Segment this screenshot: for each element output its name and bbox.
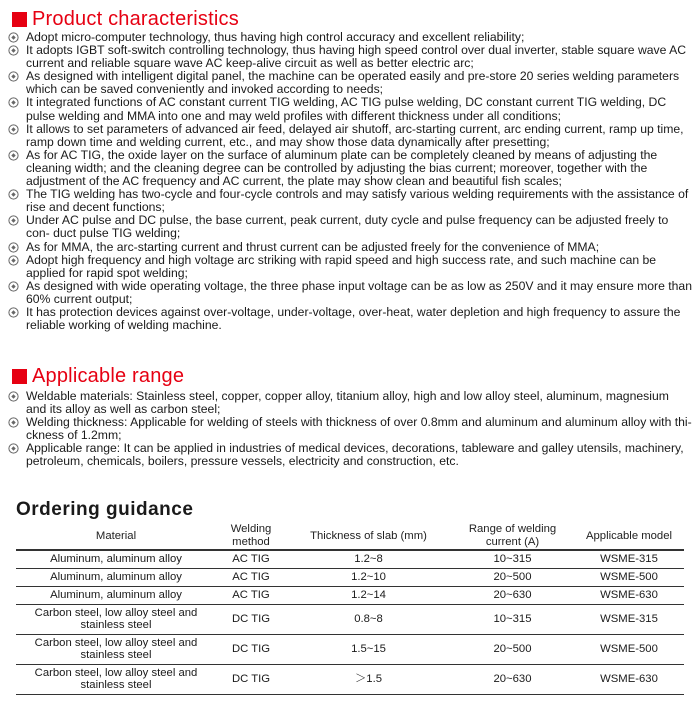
bullet-icon [8, 417, 19, 428]
bullet-icon [8, 255, 19, 266]
bullet-icon [8, 32, 19, 43]
cell-method: AC TIG [216, 568, 286, 586]
table-row [16, 604, 684, 634]
cell-thickness: 1.2~8 [286, 550, 451, 568]
section-title: Product characteristics [32, 8, 239, 30]
cell-material: Carbon steel, low alloy steel and stainless steel [16, 604, 216, 634]
bullet-icon [8, 281, 19, 292]
cell-model: WSME-500 [574, 634, 684, 664]
header-model: Applicable model [574, 523, 684, 550]
cell-model: WSME-315 [574, 604, 684, 634]
bullet-icon [8, 150, 19, 161]
list-item: As for AC TIG, the oxide layer on the surface of aluminum plate can be completely cleaned by means of adjusting the cleaning width; and the cleaning degree can be controlled by adjusting the bias current; moreover, together with the adjustment of the AC frequency and AC current, the plate may show clean and beautiful fish scales; [8, 149, 692, 188]
table-row [16, 634, 684, 664]
list-item: Under AC pulse and DC pulse, the base current, peak current, duty cycle and pulse frequency can be adjusted freely to con- duct pulse TIG welding; [8, 214, 692, 240]
list-item: It integrated functions of AC constant current TIG welding, AC TIG pulse welding, DC constant current TIG welding, DC pulse welding and MMA into one and may weld profiles with different thickness under all conditions; [8, 96, 692, 122]
list-item: Adopt high frequency and high voltage arc striking with rapid speed and high success rate, and such machine can be applied for rapid spot welding; [8, 254, 692, 280]
list-item: Welding thickness: Applicable for welding of steels with thickness of over 0.8mm and aluminum and aluminum alloy with thi- ckness of 1.2mm; [8, 416, 692, 442]
bullet-icon [8, 443, 19, 454]
cell-material: Aluminum, aluminum alloy [16, 586, 216, 604]
list-item: Adopt micro-computer technology, thus having high control accuracy and excellent reliability; [8, 31, 692, 44]
bullet-icon [8, 307, 19, 318]
bullet-icon [8, 97, 19, 108]
product-characteristics-heading [12, 8, 239, 30]
cell-thickness: 1.2~14 [286, 586, 451, 604]
list-item: As designed with intelligent digital panel, the machine can be operated easily and pre-store 20 series welding parameters which can be saved conveniently and invoked according to needs; [8, 70, 692, 96]
table-row [16, 550, 684, 568]
list-item: Weldable materials: Stainless steel, copper, copper alloy, titanium alloy, high and low alloy steel, aluminum, magnesium and its alloy as well as carbon steel; [8, 390, 692, 416]
table-row [16, 568, 684, 586]
cell-model: WSME-630 [574, 664, 684, 694]
header-current: Range of welding current (A) [451, 523, 574, 550]
cell-thickness: 0.8~8 [286, 604, 451, 634]
bullet-icon [8, 215, 19, 226]
cell-material: Carbon steel, low alloy steel and stainless steel [16, 664, 216, 694]
red-square-icon [12, 369, 27, 384]
cell-thickness: 1.2~10 [286, 568, 451, 586]
header-material: Material [16, 523, 216, 550]
cell-material: Carbon steel, low alloy steel and stainless steel [16, 634, 216, 664]
bullet-icon [8, 124, 19, 135]
bullet-icon [8, 45, 19, 56]
ordering-table [16, 523, 684, 695]
cell-model: WSME-315 [574, 550, 684, 568]
header-thickness: Thickness of slab (mm) [286, 523, 451, 550]
list-item: It allows to set parameters of advanced air feed, delayed air shutoff, arc-starting current, arc ending current, ramp up time, ramp down time and welding current, etc., and may show those data dynamically after presetting; [8, 123, 692, 149]
cell-current: 10~315 [451, 550, 574, 568]
cell-material: Aluminum, aluminum alloy [16, 568, 216, 586]
cell-current: 20~630 [451, 664, 574, 694]
cell-method: DC TIG [216, 634, 286, 664]
list-item: As for MMA, the arc-starting current and thrust current can be adjusted freely for the convenience of MMA; [8, 241, 692, 254]
list-item: As designed with wide operating voltage, the three phase input voltage can be as low as 250V and it may ensure more than 60% current output; [8, 280, 692, 306]
cell-current: 20~500 [451, 568, 574, 586]
applicable-range-list [8, 390, 692, 469]
bullet-icon [8, 242, 19, 253]
applicable-range-heading [12, 365, 184, 387]
table-row [16, 586, 684, 604]
cell-method: DC TIG [216, 604, 286, 634]
section-title: Applicable range [32, 365, 185, 387]
bullet-icon [8, 71, 19, 82]
cell-thickness: ＞1.5 [286, 664, 451, 694]
table-header-row [16, 523, 684, 550]
cell-model: WSME-630 [574, 586, 684, 604]
header-welding-method: Welding method [216, 523, 286, 550]
product-characteristics-list [8, 31, 692, 332]
cell-material: Aluminum, aluminum alloy [16, 550, 216, 568]
cell-current: 20~630 [451, 586, 574, 604]
list-item: Applicable range: It can be applied in industries of medical devices, decorations, tableware and galley utensils, machinery, petroleum, chemicals, boilers, pressure vessels, electricity and construction, etc. [8, 442, 692, 468]
cell-method: AC TIG [216, 550, 286, 568]
cell-method: DC TIG [216, 664, 286, 694]
list-item: It has protection devices against over-voltage, under-voltage, over-heat, water depletion and high frequency to assure the reliable working of welding machine. [8, 306, 692, 332]
table-row [16, 664, 684, 694]
bullet-icon [8, 391, 19, 402]
bullet-icon [8, 189, 19, 200]
cell-current: 10~315 [451, 604, 574, 634]
cell-model: WSME-500 [574, 568, 684, 586]
ordering-guidance-title: Ordering guidance [16, 499, 194, 520]
list-item: The TIG welding has two-cycle and four-cycle controls and may satisfy various welding requirements with the assistance of rise and decent functions; [8, 188, 692, 214]
list-item: It adopts IGBT soft-switch controlling technology, thus having high speed control over dual inverter, stable square wave AC current and reliable square wave AC keep-alive circuit as well as better electric arc; [8, 44, 692, 70]
red-square-icon [12, 12, 27, 27]
cell-method: AC TIG [216, 586, 286, 604]
cell-thickness: 1.5~15 [286, 634, 451, 664]
cell-current: 20~500 [451, 634, 574, 664]
